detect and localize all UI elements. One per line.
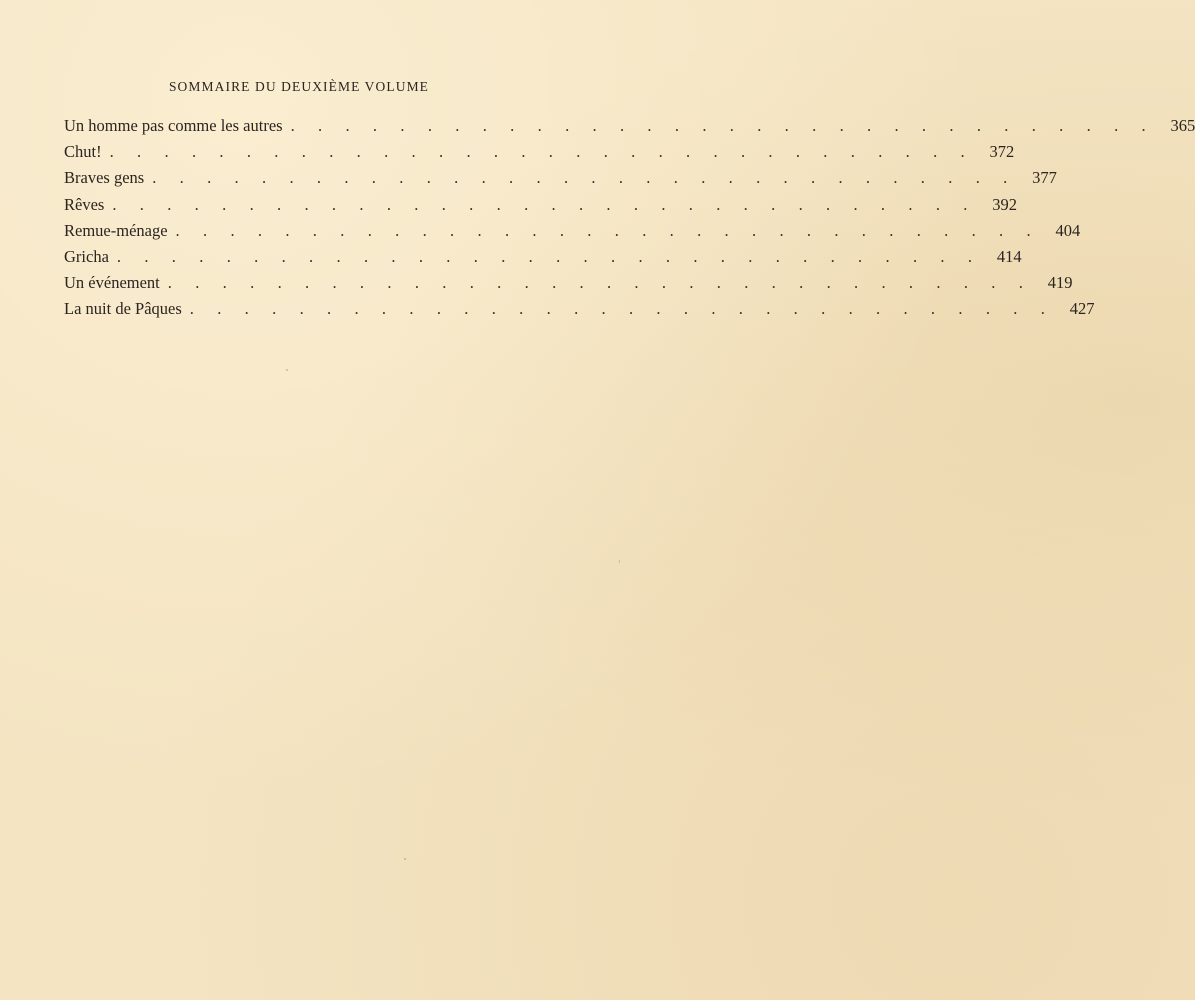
- toc-entry[interactable]: [64, 116, 1195, 142]
- table-of-contents: [64, 116, 1195, 326]
- toc-entry[interactable]: [64, 299, 1095, 325]
- toc-entry-title: Gricha: [64, 246, 109, 266]
- toc-entry-page-number: 414: [996, 246, 1022, 266]
- toc-entry[interactable]: [64, 194, 1018, 221]
- toc-entry-page-number: 372: [989, 142, 1015, 162]
- paper-speck: [619, 560, 620, 563]
- toc-entry-title: Remue-ménage: [64, 220, 168, 240]
- dot-leader: . . . . . . . . . . . . . . . . . . . . . . . . . . . . . . . .: [152, 168, 1017, 188]
- toc-entry[interactable]: [64, 168, 1057, 194]
- toc-entry-title: Un événement: [64, 273, 160, 293]
- toc-entry[interactable]: [64, 142, 1015, 168]
- dot-leader: . . . . . . . . . . . . . . . . . . . . . . . . . . . . . . . .: [116, 246, 982, 266]
- toc-entry[interactable]: [64, 273, 1073, 299]
- toc-entry-title: Un homme pas comme les autres: [64, 116, 283, 135]
- toc-entry-page-number: 365: [1170, 116, 1195, 135]
- toc-entry-page-number: 377: [1032, 168, 1057, 188]
- toc-entry-page-number: 427: [1069, 299, 1095, 319]
- toc-entry[interactable]: [64, 246, 1022, 273]
- dot-leader: . . . . . . . . . . . . . . . . . . . . . . . . . . . . . . . .: [167, 273, 1033, 293]
- toc-entry-title: Chut!: [64, 142, 102, 162]
- toc-entry-title: La nuit de Pâques: [64, 299, 182, 319]
- dot-leader: . . . . . . . . . . . . . . . . . . . . . . . . . . . . . . . .: [189, 299, 1055, 319]
- dot-leader: . . . . . . . . . . . . . . . . . . . . . . . . . . . . . . . .: [109, 142, 975, 162]
- dot-leader: . . . . . . . . . . . . . . . . . . . . . . . . . . . . . . . .: [112, 194, 978, 214]
- table-of-contents-heading: SOMMAIRE DU DEUXIÈME VOLUME: [168, 79, 430, 94]
- paper-speck: [404, 858, 406, 860]
- toc-entry-page-number: 419: [1047, 273, 1073, 293]
- toc-entry-title: Rêves: [64, 194, 105, 214]
- paper-speck: [286, 369, 288, 371]
- toc-entry-title: Braves gens: [64, 168, 145, 188]
- toc-entry-page-number: 392: [992, 194, 1018, 214]
- toc-entry-page-number: 404: [1055, 220, 1081, 240]
- toc-entry[interactable]: [64, 220, 1081, 247]
- dot-leader: . . . . . . . . . . . . . . . . . . . . . . . . . . . . . . . .: [175, 220, 1041, 240]
- dot-leader: . . . . . . . . . . . . . . . . . . . . . . . . . . . . . . . .: [290, 116, 1156, 135]
